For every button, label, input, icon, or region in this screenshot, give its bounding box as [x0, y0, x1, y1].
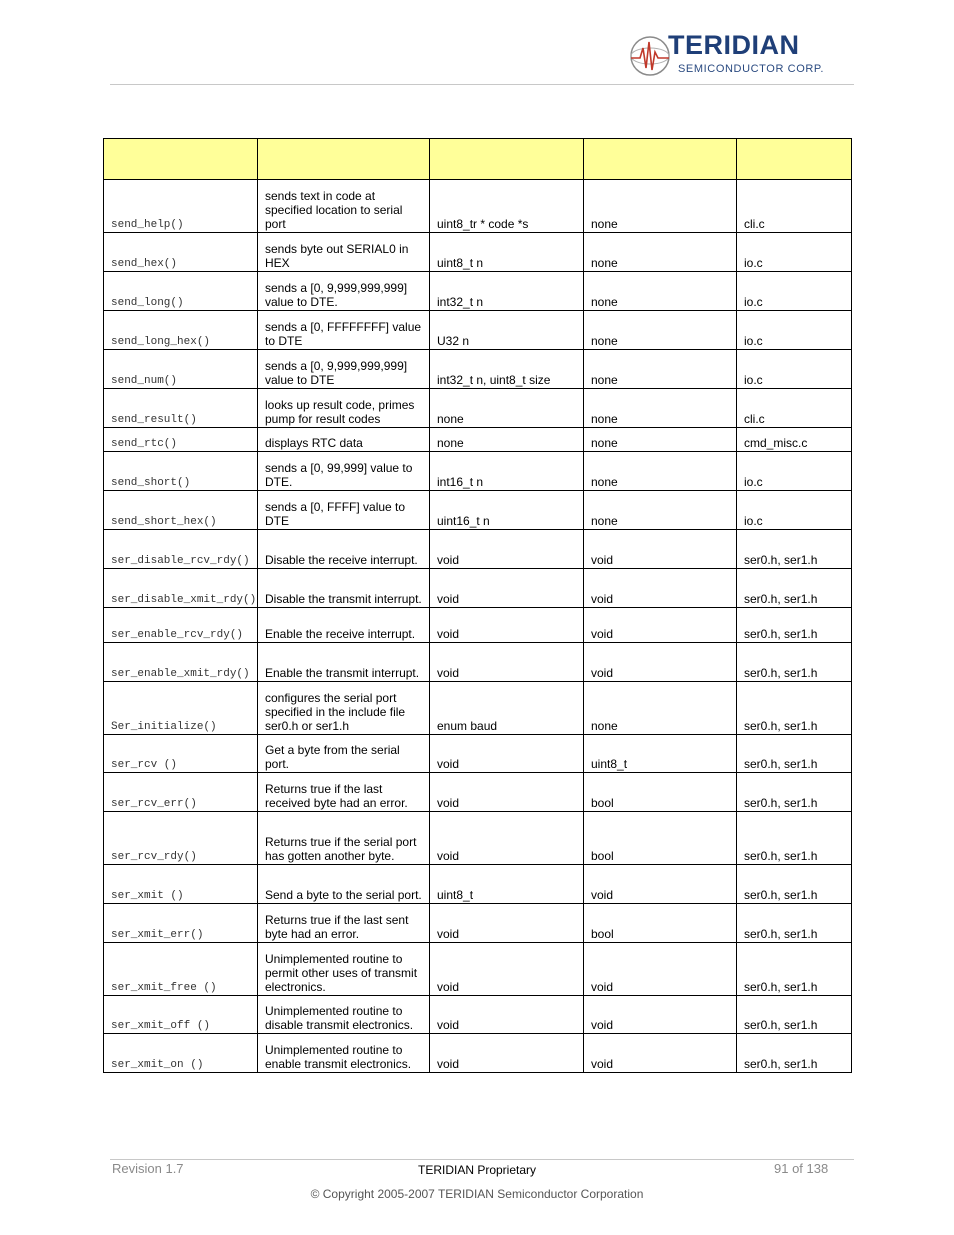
function-name: send_short_hex()	[104, 491, 258, 530]
output: none	[584, 428, 737, 452]
revision-label: Revision 1.7	[112, 1161, 184, 1176]
input: void	[430, 943, 584, 996]
table-row	[104, 389, 852, 428]
description: Returns true if the last received byte had an error.	[258, 773, 430, 812]
output: void	[584, 943, 737, 996]
file: ser0.h, ser1.h	[737, 608, 852, 643]
description: Returns true if the last sent byte had an error.	[258, 904, 430, 943]
description: Unimplemented routine to disable transmit electronics.	[258, 996, 430, 1034]
function-name: ser_rcv ()	[104, 735, 258, 773]
output: void	[584, 1034, 737, 1073]
output: none	[584, 452, 737, 491]
input: void	[430, 904, 584, 943]
table-row	[104, 350, 852, 389]
description: sends text in code at specified location to serial port	[258, 180, 430, 233]
output: void	[584, 530, 737, 569]
table-row	[104, 311, 852, 350]
description: sends a [0, FFFF] value to DTE	[258, 491, 430, 530]
file: ser0.h, ser1.h	[737, 943, 852, 996]
header-cell	[104, 139, 258, 180]
table-row	[104, 904, 852, 943]
output: void	[584, 865, 737, 904]
page-number: 91 of 138	[774, 1161, 829, 1176]
file: cli.c	[737, 180, 852, 233]
footer-divider	[110, 1159, 854, 1160]
header-cell	[430, 139, 584, 180]
input: uint8_t	[430, 865, 584, 904]
function-name: ser_xmit ()	[104, 865, 258, 904]
table-header-row	[104, 139, 852, 180]
file: cli.c	[737, 389, 852, 428]
description: Unimplemented routine to permit other uses of transmit electronics.	[258, 943, 430, 996]
output: none	[584, 682, 737, 735]
function-name: ser_disable_xmit_rdy()	[104, 569, 258, 608]
output: void	[584, 569, 737, 608]
description: Enable the receive interrupt.	[258, 608, 430, 643]
file: ser0.h, ser1.h	[737, 1034, 852, 1073]
input: void	[430, 812, 584, 865]
file: io.c	[737, 311, 852, 350]
table-row	[104, 682, 852, 735]
header-cell	[584, 139, 737, 180]
function-name: send_long_hex()	[104, 311, 258, 350]
input: int16_t n	[430, 452, 584, 491]
output: void	[584, 996, 737, 1034]
file: io.c	[737, 233, 852, 272]
description: Get a byte from the serial port.	[258, 735, 430, 773]
table-row	[104, 943, 852, 996]
logo-subtitle: SEMICONDUCTOR CORP.	[678, 63, 825, 75]
description: Send a byte to the serial port.	[258, 865, 430, 904]
function-name: send_short()	[104, 452, 258, 491]
table-row	[104, 428, 852, 452]
logo-wordmark: TERIDIAN	[668, 30, 800, 60]
output: void	[584, 608, 737, 643]
function-name: ser_enable_rcv_rdy()	[104, 608, 258, 643]
function-name: send_help()	[104, 180, 258, 233]
function-name: ser_rcv_err()	[104, 773, 258, 812]
file: ser0.h, ser1.h	[737, 530, 852, 569]
input: void	[430, 1034, 584, 1073]
table-row	[104, 865, 852, 904]
output: none	[584, 233, 737, 272]
input: int32_t n	[430, 272, 584, 311]
output: uint8_t	[584, 735, 737, 773]
logo-globe-icon	[628, 34, 672, 78]
function-name: Ser_initialize()	[104, 682, 258, 735]
description: displays RTC data	[258, 428, 430, 452]
input: void	[430, 773, 584, 812]
description: sends a [0, 99,999] value to DTE.	[258, 452, 430, 491]
description: Enable the transmit interrupt.	[258, 643, 430, 682]
file: ser0.h, ser1.h	[737, 812, 852, 865]
input: void	[430, 735, 584, 773]
function-name: ser_xmit_err()	[104, 904, 258, 943]
function-name: ser_xmit_on ()	[104, 1034, 258, 1073]
function-name: ser_xmit_off ()	[104, 996, 258, 1034]
output: none	[584, 180, 737, 233]
function-name: ser_xmit_free ()	[104, 943, 258, 996]
copyright-notice: © Copyright 2005-2007 TERIDIAN Semiconductor Corporation	[310, 1187, 644, 1201]
description: Unimplemented routine to enable transmit electronics.	[258, 1034, 430, 1073]
input: uint8_t n	[430, 233, 584, 272]
table-row	[104, 643, 852, 682]
function-name: send_rtc()	[104, 428, 258, 452]
description: sends a [0, 9,999,999,999] value to DTE	[258, 350, 430, 389]
function-name: send_result()	[104, 389, 258, 428]
input: void	[430, 530, 584, 569]
output: none	[584, 350, 737, 389]
input: void	[430, 996, 584, 1034]
description: Returns true if the serial port has gotten another byte.	[258, 812, 430, 865]
teridian-logo	[628, 30, 833, 80]
file: ser0.h, ser1.h	[737, 735, 852, 773]
description: Disable the receive interrupt.	[258, 530, 430, 569]
input: uint16_t n	[430, 491, 584, 530]
input: void	[430, 569, 584, 608]
file: io.c	[737, 491, 852, 530]
table-row	[104, 272, 852, 311]
output: bool	[584, 812, 737, 865]
input: int32_t n, uint8_t size	[430, 350, 584, 389]
file: cmd_misc.c	[737, 428, 852, 452]
output: void	[584, 643, 737, 682]
table-row	[104, 735, 852, 773]
description: configures the serial port specified in the include file ser0.h or ser1.h	[258, 682, 430, 735]
file: io.c	[737, 452, 852, 491]
input: none	[430, 428, 584, 452]
file: ser0.h, ser1.h	[737, 904, 852, 943]
function-name: send_hex()	[104, 233, 258, 272]
output: none	[584, 491, 737, 530]
file: io.c	[737, 272, 852, 311]
file: ser0.h, ser1.h	[737, 682, 852, 735]
table-row	[104, 491, 852, 530]
header-divider	[110, 84, 854, 85]
output: bool	[584, 904, 737, 943]
table-row	[104, 996, 852, 1034]
table-row	[104, 233, 852, 272]
description: looks up result code, primes pump for result codes	[258, 389, 430, 428]
header-cell	[737, 139, 852, 180]
input: void	[430, 643, 584, 682]
table-row	[104, 608, 852, 643]
function-table	[103, 138, 852, 1073]
output: none	[584, 272, 737, 311]
header-cell	[258, 139, 430, 180]
input: void	[430, 608, 584, 643]
file: ser0.h, ser1.h	[737, 865, 852, 904]
function-name: ser_disable_rcv_rdy()	[104, 530, 258, 569]
function-name: send_num()	[104, 350, 258, 389]
file: ser0.h, ser1.h	[737, 996, 852, 1034]
table-row	[104, 1034, 852, 1073]
table-row	[104, 180, 852, 233]
description: sends byte out SERIAL0 in HEX	[258, 233, 430, 272]
output: bool	[584, 773, 737, 812]
file: ser0.h, ser1.h	[737, 643, 852, 682]
input: enum baud	[430, 682, 584, 735]
description: sends a [0, 9,999,999,999] value to DTE.	[258, 272, 430, 311]
table-row	[104, 569, 852, 608]
description: Disable the transmit interrupt.	[258, 569, 430, 608]
table-row	[104, 812, 852, 865]
description: sends a [0, FFFFFFFF] value to DTE	[258, 311, 430, 350]
input: none	[430, 389, 584, 428]
table-row	[104, 452, 852, 491]
function-name: ser_rcv_rdy()	[104, 812, 258, 865]
file: io.c	[737, 350, 852, 389]
proprietary-label: TERIDIAN Proprietary	[417, 1163, 537, 1177]
file: ser0.h, ser1.h	[737, 773, 852, 812]
function-name: ser_enable_xmit_rdy()	[104, 643, 258, 682]
table-row	[104, 773, 852, 812]
input: U32 n	[430, 311, 584, 350]
input: uint8_tr * code *s	[430, 180, 584, 233]
output: none	[584, 389, 737, 428]
file: ser0.h, ser1.h	[737, 569, 852, 608]
function-name: send_long()	[104, 272, 258, 311]
table-row	[104, 530, 852, 569]
output: none	[584, 311, 737, 350]
